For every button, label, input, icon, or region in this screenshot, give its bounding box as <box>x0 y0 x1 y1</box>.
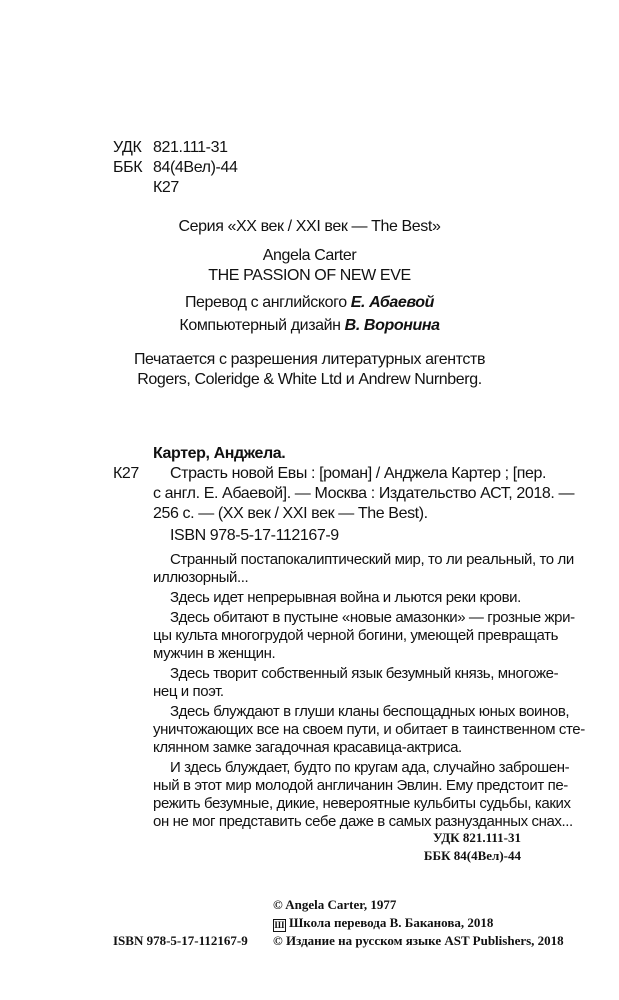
catalog-mark: К27 <box>113 465 139 482</box>
catalog-entry-line: с англ. Е. Абаевой]. — Москва : Издательство АСТ, 2018. — <box>153 485 575 502</box>
annotation-line: Здесь обитают в пустыне «новые амазонки» — грозные жри- <box>170 609 575 626</box>
annotation-line: уничтожающих все на своем пути, и обитает в таинственном сте- <box>153 721 585 738</box>
series-line: Серия «XX век / XXI век — The Best» <box>178 218 441 235</box>
catalog-isbn: ISBN 978-5-17-112167-9 <box>170 527 339 544</box>
annotation-line: он не мог представить себе даже в самых разнузданных снах... <box>153 813 573 830</box>
copyright-text: Angela Carter, 1977 <box>285 897 397 912</box>
annotation-line: клянном замке загадочная красавица-актриса. <box>153 739 462 756</box>
original-author: Angela Carter <box>262 247 357 264</box>
annotation-udk: УДК 821.111-31 <box>433 830 521 845</box>
copyright-symbol: © <box>273 933 283 948</box>
copyright-text: Школа перевода В. Баканова, 2018 <box>289 915 494 930</box>
annotation-line: И здесь блуждает, будто по кругам ада, случайно заброшен- <box>170 759 570 776</box>
original-title: THE PASSION OF NEW EVE <box>208 267 411 284</box>
copyright-text: Издание на русском языке AST Publishers, 2018 <box>285 933 564 948</box>
permission-line-2: Rogers, Coleridge & White Ltd и Andrew Nurnberg. <box>137 371 482 388</box>
annotation-line: ный в этот мир молодой англичанин Эвлин. Ему предстоит пе- <box>153 777 568 794</box>
bottom-isbn: ISBN 978-5-17-112167-9 <box>113 933 248 948</box>
bbk-label: ББК <box>113 159 143 176</box>
udk-value: 821.111-31 <box>153 139 228 156</box>
annotation-line: иллюзорный... <box>153 569 249 586</box>
catalog-author-heading: Картер, Анджела. <box>153 445 286 462</box>
translator-name: Е. Абаевой <box>350 294 435 311</box>
catalog-entry-line: Страсть новой Евы : [роман] / Анджела Картер ; [пер. <box>170 465 547 482</box>
catalog-entry-line: 256 с. — (XX век / XXI век — The Best). <box>153 505 428 522</box>
udk-label: УДК <box>113 139 142 156</box>
copyright-line <box>273 897 396 913</box>
bbk-value: 84(4Вел)-44 <box>153 159 238 176</box>
translation-credit <box>0 293 619 312</box>
copyright-line <box>273 915 493 932</box>
annotation-line: Здесь блуждают в глуши кланы беспощадных юных воинов, <box>170 703 570 720</box>
permission-line-1: Печатается с разрешения литературных агентств <box>133 351 486 368</box>
translation-school-mark-icon: Ш <box>274 920 285 930</box>
designer-name: В. Воронина <box>344 317 440 334</box>
annotation-bbk: ББК 84(4Вел)-44 <box>423 848 521 863</box>
translation-prefix: Перевод с английского <box>184 294 351 311</box>
design-prefix: Компьютерный дизайн <box>179 317 345 334</box>
design-credit <box>0 316 619 335</box>
annotation-line: режить безумные, дикие, невероятные кульбиты судьбы, каких <box>153 795 571 812</box>
author-mark: К27 <box>153 179 179 196</box>
annotation-line: Странный постапокалиптический мир, то ли реальный, то ли <box>170 551 574 568</box>
annotation-line: нец и поэт. <box>153 683 224 700</box>
copyright-symbol: © <box>273 897 283 912</box>
bbk-line <box>113 158 237 177</box>
copyright-line <box>273 933 564 949</box>
annotation-line: мужчин в женщин. <box>153 645 276 662</box>
annotation-line: Здесь идет непрерывная война и льются реки крови. <box>170 589 521 606</box>
udk-line <box>113 138 228 157</box>
annotation-line: Здесь творит собственный язык безумный князь, многоже- <box>170 665 559 682</box>
annotation-line: цы культа многогрудой черной богини, умеющей превращать <box>153 627 559 644</box>
